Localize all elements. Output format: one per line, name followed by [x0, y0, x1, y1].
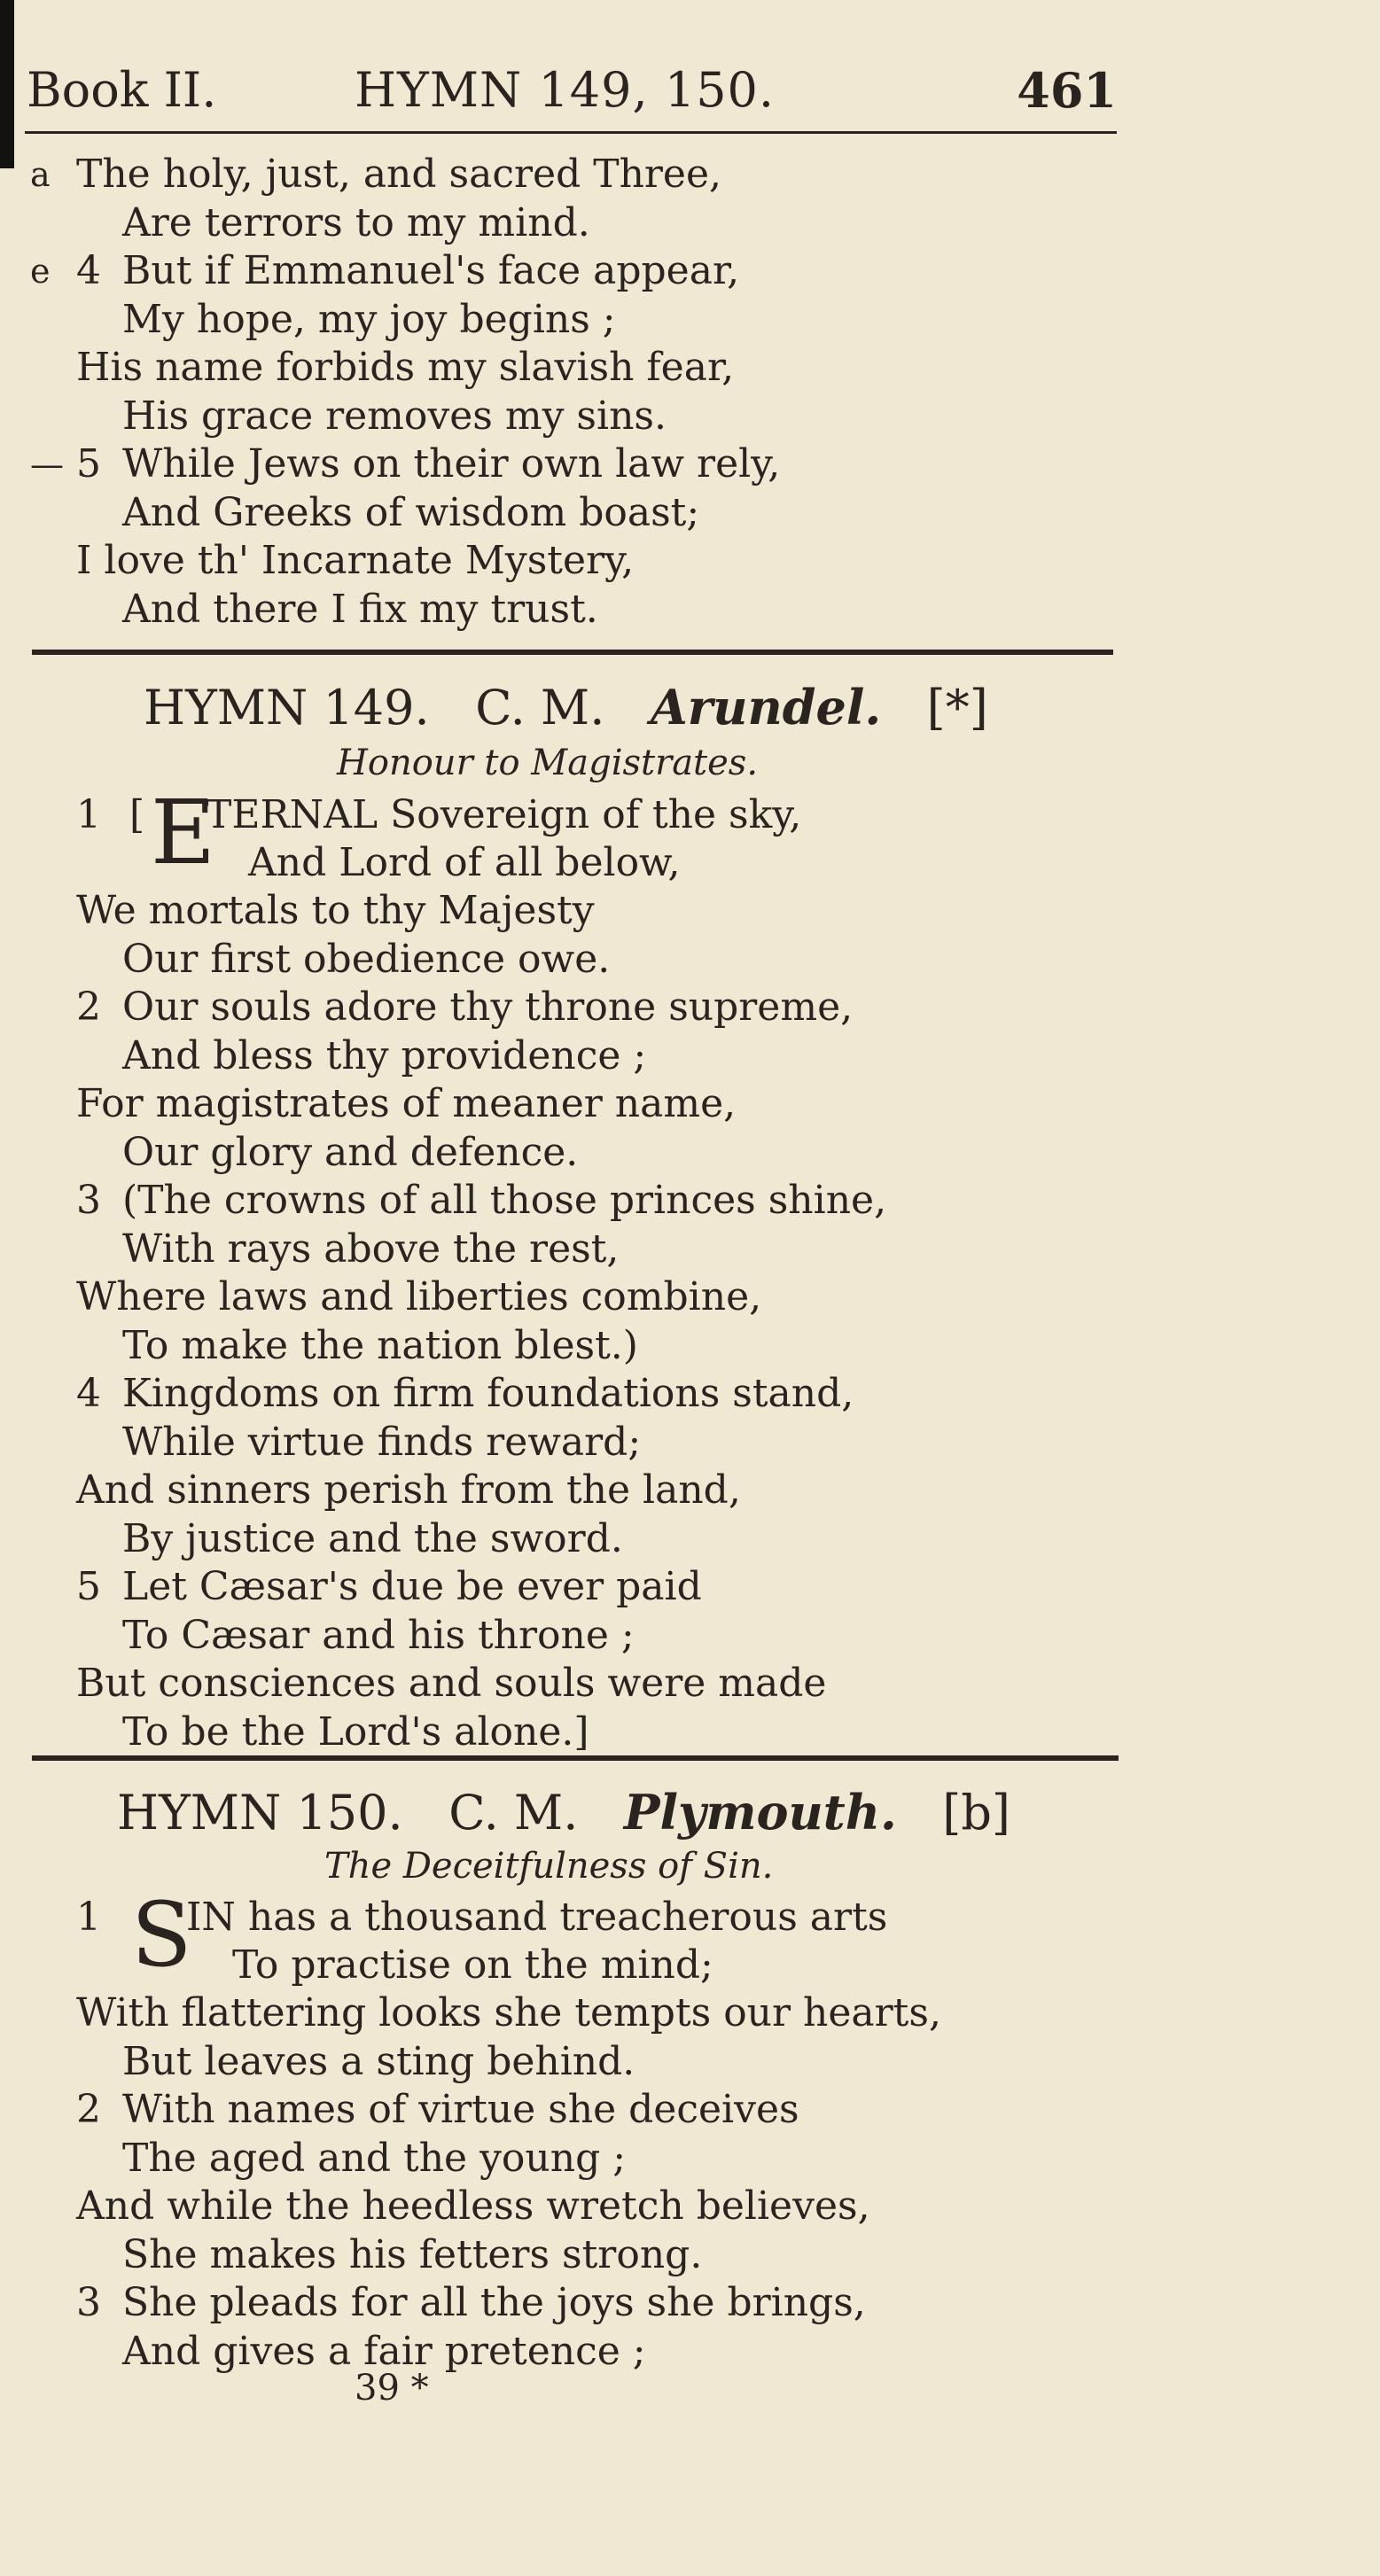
hymn-149-line: By justice and the sword.: [122, 1515, 623, 1561]
hymn-149-first-line: TERNAL Sovereign of the sky,: [206, 792, 802, 837]
hymn-149-line: And bless thy providence ;: [122, 1032, 647, 1078]
hymn-149-line: Kingdoms on firm foundations stand,: [122, 1371, 854, 1416]
hymn-149-tune: Arundel.: [650, 679, 882, 735]
previous-hymn-line: While Jews on their own law rely,: [122, 441, 781, 486]
hymn-150-line: With names of virtue she deceives: [122, 2087, 799, 2132]
verse-number: 4: [76, 248, 101, 293]
hymn-149-line: Our first obedience owe.: [122, 936, 611, 982]
hymn-149-line: For magistrates of meaner name,: [76, 1081, 737, 1126]
hymn-149-heading: HYMN 149.: [144, 680, 430, 735]
verse-number: 2: [76, 2087, 101, 2132]
previous-hymn-line: And Greeks of wisdom boast;: [122, 489, 700, 535]
hymn-150-subtitle: The Deceitfulness of Sin.: [324, 1846, 774, 1887]
page-number: 461: [1017, 62, 1117, 119]
hymn-149-dropcap: E: [151, 781, 215, 884]
hymn-149-line: Our glory and defence.: [122, 1129, 579, 1175]
running-header: [27, 58, 1117, 122]
hymn-149-line: Let Cæsar's due be ever paid: [122, 1564, 702, 1609]
hymn-149-second-line: And Lord of all below,: [248, 840, 681, 885]
hymn-149-line: To be the Lord's alone.]: [122, 1708, 589, 1755]
hymn-150-line: But leaves a sting behind.: [122, 2038, 635, 2084]
hymn-150-tag: [b]: [942, 1785, 1010, 1841]
hymn-149-line: (The crowns of all those princes shine,: [122, 1178, 887, 1223]
previous-hymn-line: Are terrors to my mind.: [122, 199, 590, 245]
previous-hymn-line: The holy, just, and sacred Three,: [76, 152, 721, 197]
hymn-150-dropcap: S: [131, 1883, 192, 1987]
verse-number: 3: [76, 2280, 101, 2325]
hymn-149-line: Where laws and liberties combine,: [76, 1274, 762, 1319]
hymn-149-line: And sinners perish from the land,: [76, 1467, 741, 1513]
hymn-150-heading: HYMN 150.: [117, 1785, 403, 1841]
previous-hymn-line: And there I fix my trust.: [122, 586, 598, 632]
hymn-150-line: And gives a fair pretence ;: [122, 2328, 646, 2374]
hymn-150-first-line: IN has a thousand treacherous arts: [186, 1895, 888, 1940]
hymn-149-bracket: [: [129, 792, 145, 837]
hymn-149-line: To Cæsar and his throne ;: [122, 1612, 635, 1658]
section-divider: [32, 1755, 1119, 1761]
hymn-150-verse-number: 1: [76, 1895, 101, 1940]
previous-hymn-line: I love th' Incarnate Mystery,: [76, 538, 635, 583]
hymn-149-verse-number: 1: [76, 792, 101, 837]
hymn-149-meter: C. M.: [475, 680, 605, 735]
verse-number: 4: [76, 1371, 101, 1416]
hymn-149-line: While virtue finds reward;: [122, 1419, 642, 1465]
hymn-150-line: With flattering looks she tempts our hearts,: [76, 1990, 941, 2035]
verse-number: 3: [76, 1178, 101, 1223]
hymn-149-tag: [*]: [926, 680, 988, 735]
header-book: Book II.: [27, 62, 217, 118]
header-hymns: HYMN 149, 150.: [355, 62, 776, 118]
hymn-150-meter: C. M.: [448, 1785, 579, 1841]
verse-number: 5: [76, 1564, 101, 1609]
previous-hymn-line: His name forbids my slavish fear,: [76, 345, 735, 390]
hymn-150-title: [117, 1781, 1010, 1844]
hymn-150-line: The aged and the young ;: [122, 2135, 627, 2181]
dynamic-mark: a: [30, 155, 51, 194]
previous-hymn-line: My hope, my joy begins ;: [122, 296, 616, 342]
previous-hymn-line: His grace removes my sins.: [122, 393, 667, 439]
dynamic-mark: e: [30, 252, 51, 291]
section-divider: [32, 650, 1113, 655]
dynamic-mark: —: [30, 445, 64, 484]
hymn-150-second-line: To practise on the mind;: [232, 1942, 713, 1988]
hymn-150-line: She pleads for all the joys she brings,: [122, 2280, 866, 2325]
hymn-149-line: But consciences and souls were made: [76, 1661, 827, 1706]
verse-number: 2: [76, 984, 101, 1030]
hymn-149-line: To make the nation blest.): [122, 1322, 638, 1368]
hymn-149-line: With rays above the rest,: [122, 1226, 620, 1272]
signature-mark: 39 *: [355, 2368, 429, 2409]
hymn-149-line: We mortals to thy Majesty: [76, 888, 595, 933]
hymn-150-line: And while the heedless wretch believes,: [76, 2183, 870, 2229]
hymn-149-line: Our souls adore thy throne supreme,: [122, 984, 854, 1030]
hymn-149-subtitle: Honour to Magistrates.: [337, 743, 759, 783]
verse-number: 5: [76, 441, 101, 486]
hymn-150-line: She makes his fetters strong.: [122, 2231, 703, 2277]
hymn-149-title: [144, 676, 988, 739]
previous-hymn-line: But if Emmanuel's face appear,: [122, 248, 740, 293]
header-rule: [25, 131, 1117, 134]
hymn-150-tune: Plymouth.: [623, 1784, 897, 1841]
